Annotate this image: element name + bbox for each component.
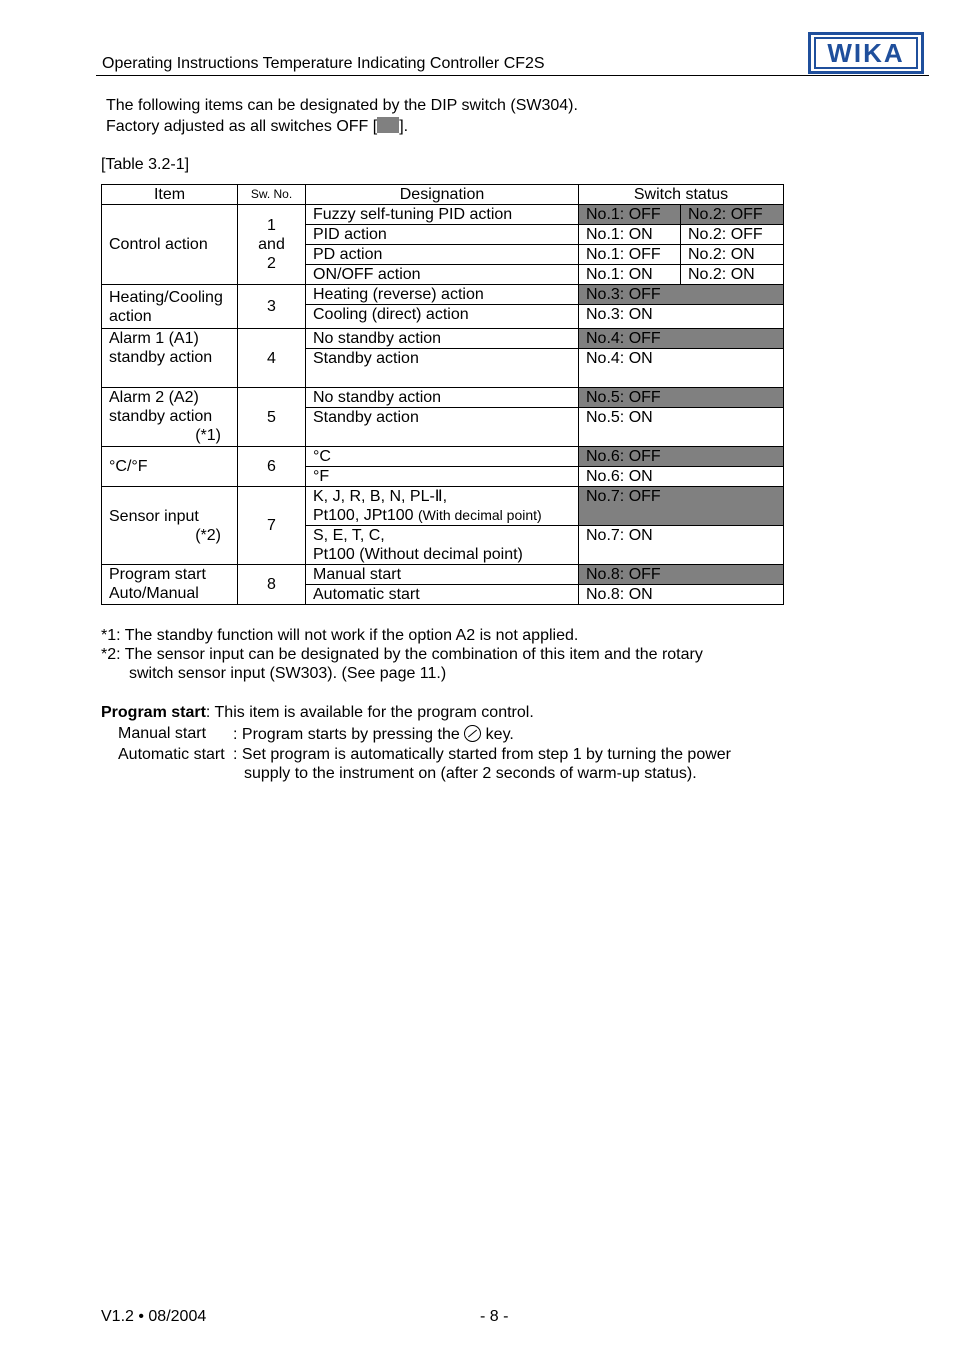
table-row (102, 329, 784, 349)
status-cell: No.5: ON (579, 408, 784, 447)
header-sw-no: Sw. No. (238, 185, 306, 205)
sw-cell: 8 (238, 565, 306, 605)
designation-cell: ON/OFF action (306, 265, 579, 285)
table-header-row (102, 185, 784, 205)
item-cell: Heating/Cooling action (102, 285, 238, 329)
status-cell: No.8: ON (579, 585, 784, 605)
header-designation: Designation (306, 185, 579, 205)
table-row (102, 565, 784, 585)
item-cell: Program start Auto/Manual (102, 565, 238, 605)
footnote-1: *1: The standby function will not work if the option A2 is not applied. (101, 627, 579, 644)
header-switch-status: Switch status (579, 185, 784, 205)
status-cell: No.1: ON (579, 225, 681, 245)
designation-cell: No standby action (306, 388, 579, 408)
intro-line-2: Factory adjusted as all switches OFF [ ]. (106, 118, 409, 135)
manual-start-label: Manual start (118, 725, 207, 742)
sw-cell: 4 (238, 329, 306, 388)
item-cell: Alarm 2 (A2) standby action (*1) (102, 388, 238, 447)
wika-logo-text: WIKA (814, 37, 918, 69)
item-cell: Alarm 1 (A1) standby action (102, 329, 238, 388)
designation-cell: No standby action (306, 329, 579, 349)
table-row (102, 487, 784, 526)
table-caption: [Table 3.2-1] (101, 156, 190, 173)
status-cell: No.3: ON (579, 305, 784, 329)
designation-cell: PID action (306, 225, 579, 245)
footer-page-number: - 8 - (480, 1308, 509, 1325)
manual-start-text: : Program starts by pressing the key. (233, 726, 514, 743)
footnote-2-line-2: switch sensor input (SW303). (See page 11.) (129, 665, 447, 682)
dip-switch-table (101, 184, 784, 605)
designation-cell: PD action (306, 245, 579, 265)
footer-version: V1.2 • 08/2004 (101, 1308, 207, 1325)
automatic-start-text-1: : Set program is automatically started from step 1 by turning the power (233, 746, 732, 763)
table-row (102, 388, 784, 408)
page-header-title: Operating Instructions Temperature Indicating Controller CF2S (102, 55, 545, 72)
header-item: Item (102, 185, 238, 205)
designation-cell: °C (306, 447, 579, 467)
status-cell: No.2: OFF (681, 205, 784, 225)
status-cell: No.2: OFF (681, 225, 784, 245)
sw-cell: 5 (238, 388, 306, 447)
item-cell: Control action (102, 205, 238, 285)
footnote-2-line-1: *2: The sensor input can be designated by the combination of this item and the rotary (101, 646, 703, 663)
status-cell: No.6: ON (579, 467, 784, 487)
designation-cell: °F (306, 467, 579, 487)
sw-cell: 7 (238, 487, 306, 565)
status-cell: No.3: OFF (579, 285, 784, 305)
designation-cell: Standby action (306, 408, 579, 447)
status-cell: No.1: ON (579, 265, 681, 285)
status-cell: No.8: OFF (579, 565, 784, 585)
designation-cell: Heating (reverse) action (306, 285, 579, 305)
sw-cell: 1 and 2 (238, 205, 306, 285)
sw-cell: 6 (238, 447, 306, 487)
item-cell: °C/°F (102, 447, 238, 487)
automatic-start-label: Automatic start (118, 746, 225, 763)
out-off-key-icon (464, 725, 481, 742)
wika-logo (808, 32, 924, 74)
table-row (102, 447, 784, 467)
status-cell: No.4: ON (579, 349, 784, 388)
designation-cell: Automatic start (306, 585, 579, 605)
designation-cell: Standby action (306, 349, 579, 388)
designation-cell: K, J, R, B, N, PL-Ⅱ, Pt100, JPt100 (With decimal point) (306, 487, 579, 526)
automatic-start-text-2: supply to the instrument on (after 2 seconds of warm-up status). (244, 765, 697, 782)
program-start-heading: Program start: This item is available for the program control. (101, 704, 534, 721)
status-cell: No.7: OFF (579, 487, 784, 526)
table-row (102, 205, 784, 225)
designation-cell: Cooling (direct) action (306, 305, 579, 329)
designation-cell: Manual start (306, 565, 579, 585)
status-cell: No.2: ON (681, 245, 784, 265)
designation-cell: S, E, T, C, Pt100 (Without decimal point) (306, 526, 579, 565)
status-cell: No.1: OFF (579, 245, 681, 265)
designation-cell: Fuzzy self-tuning PID action (306, 205, 579, 225)
status-cell: No.7: ON (579, 526, 784, 565)
item-cell: Sensor input (*2) (102, 487, 238, 565)
header-divider (96, 75, 929, 76)
status-cell: No.5: OFF (579, 388, 784, 408)
status-cell: No.4: OFF (579, 329, 784, 349)
status-cell: No.1: OFF (579, 205, 681, 225)
status-cell: No.2: ON (681, 265, 784, 285)
intro-line-1: The following items can be designated by the DIP switch (SW304). (106, 97, 578, 114)
sw-cell: 3 (238, 285, 306, 329)
factory-swatch (377, 117, 399, 133)
table-row (102, 285, 784, 305)
status-cell: No.6: OFF (579, 447, 784, 467)
